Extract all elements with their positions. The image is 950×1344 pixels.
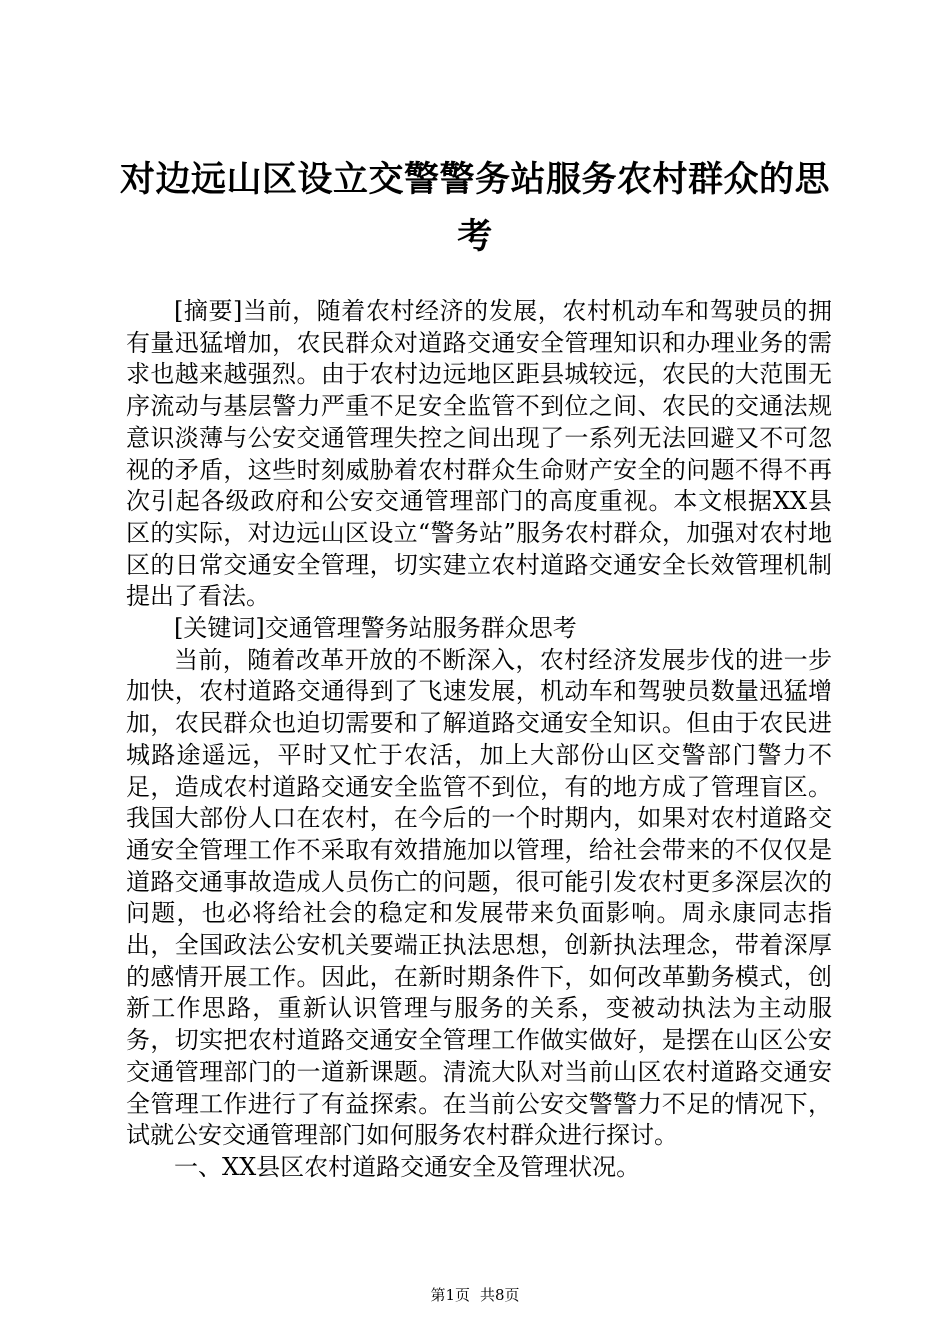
keywords-paragraph: [关键词]交通管理警务站服务群众思考 (174, 614, 577, 643)
page-total: 共8页 (480, 1286, 520, 1304)
section-heading: 一、XX县区农村道路交通安全及管理状况。 (174, 1152, 641, 1181)
document-body (126, 296, 832, 1184)
page-number: 第1页 (430, 1286, 470, 1304)
abstract-paragraph: [摘要]当前，随着农村经济的发展，农村机动车和驾驶员的拥有量迅猛增加，农民群众对道路交通安全管理知识和办理业务的需求也越来越强烈。由于农村边远地区距县城较远，农民的大范围无序流动与基层警力严重不足安全监管不到位之间、农民的交通法规意识淡薄与公安交通管理失控之间出现了一系列无法回避又不可忽视的矛盾，这些时刻威胁着农村群众生命财产安全的问题不得不再次引起各级政府和公安交通管理部门的高度重视。本文根据XX县区的实际，对边远山区设立“警务站”服务农村群众，加强对农村地区的日常交通安全管理，切实建立农村道路交通安全长效管理机制提出了看法。 (126, 297, 832, 611)
document-title: 对边远山区设立交警警务站服务农村群众的思考 (120, 160, 831, 257)
body-paragraph: 当前，随着改革开放的不断深入，农村经济发展步伐的进一步加快，农村道路交通得到了飞速发展，机动车和驾驶员数量迅猛增加，农民群众也迫切需要和了解道路交通安全知识。但由于农民进城路途遥远，平时又忙于农活，加上大部份山区交警部门警力不足，造成农村道路交通安全监管不到位，有的地方成了管理盲区。我国大部份人口在农村，在今后的一个时期内，如果对农村道路交通安全管理工作不采取有效措施加以管理，给社会带来的不仅仅是道路交通事故造成人员伤亡的问题，很可能引发农村更多深层次的问题，也必将给社会的稳定和发展带来负面影响。周永康同志指出，全国政法公安机关要端正执法思想，创新执法理念，带着深厚的感情开展工作。因此，在新时期条件下，如何改革勤务模式，创新工作思路，重新认识管理与服务的关系，变被动执法为主动服务，切实把农村道路交通安全管理工作做实做好，是摆在山区公安交通管理部门的一道新课题。清流大队对当前山区农村道路交通安全管理工作进行了有益探索。在当前公安交警警力不足的情况下，试就公安交通管理部门如何服务农村群众进行探讨。 (126, 645, 832, 1150)
page-footer (0, 1285, 950, 1305)
